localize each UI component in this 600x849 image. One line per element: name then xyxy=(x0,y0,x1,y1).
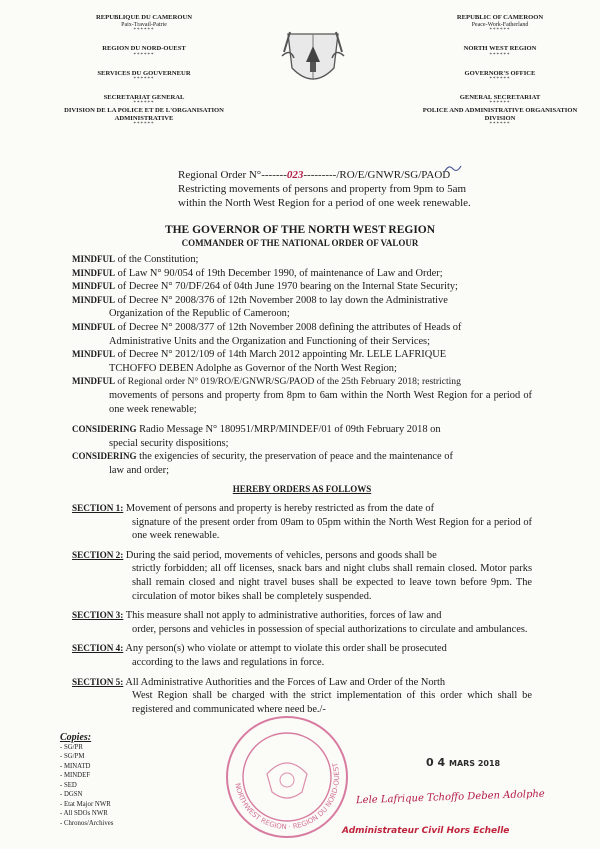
section-label: SECTION 4: xyxy=(72,643,124,654)
mindful-keyword: MINDFUL xyxy=(72,321,115,332)
header-left-line: SECRETARIAT GENERAL xyxy=(103,93,185,101)
header-right-line: NORTH WEST REGION xyxy=(463,45,537,53)
clause-continuation: Administrative Units and the Organization and Functioning of their Services; xyxy=(109,335,430,347)
clause-text: of Decree N° 2008/376 of 12th November 2008 to lay down the Administrative xyxy=(117,294,448,306)
list-item: - SG/PM xyxy=(60,753,85,760)
considering-clause xyxy=(72,423,532,450)
header-stars: ****** xyxy=(489,122,511,128)
order-number: 023 xyxy=(286,169,304,181)
header-left-line: SERVICES DU GOUVERNEUR xyxy=(97,69,191,77)
header-left xyxy=(54,14,234,139)
header-right xyxy=(410,14,590,139)
mindful-keyword: MINDFUL xyxy=(72,254,115,264)
header-right-line: GENERAL SECRETARIAT xyxy=(459,93,541,101)
header-left-line: DIVISION DE LA POLICE ET DE L'ORGANISATION ADMINISTRATIVE xyxy=(64,107,224,122)
mindful-clause xyxy=(72,348,532,375)
coat-of-arms-emblem xyxy=(280,28,346,94)
clause-continuation: Organization of the Republic of Cameroon; xyxy=(109,308,290,320)
clause-text: the exigencies of security, the preservation of peace and the maintenance of xyxy=(139,451,453,463)
clause-text: of Decree N° 70/DF/264 of 04th June 1970 bearing on the Internal State Security; xyxy=(117,281,458,293)
header-stars: ****** xyxy=(133,122,155,128)
header-left-line: REPUBLIQUE DU CAMEROUN xyxy=(96,14,192,21)
header-stars: ****** xyxy=(133,28,155,34)
section-text: During the said period, movements of vehicles, persons and goods shall be xyxy=(125,549,437,561)
mindful-clause xyxy=(72,321,532,348)
list-item: - MINDEF xyxy=(60,772,91,779)
section-text: Movement of persons and property is hereby restricted as from the date of xyxy=(125,503,435,515)
clause-text: of Decree N° 2008/377 of 12th November 2008 defining the attributes of Heads of xyxy=(117,321,462,333)
considering-clause xyxy=(72,450,532,477)
handwritten-signature: Lele Lafrique Tchoffo Deben Adolphe xyxy=(355,788,545,807)
section-continuation: according to the laws and regulations in force. xyxy=(132,657,325,669)
list-item: - SED xyxy=(60,781,77,789)
section-continuation: West Region shall be charged with the strict implementation of this order which shall be registered and communicated where need be./- xyxy=(132,690,532,715)
mindful-clause xyxy=(72,280,532,294)
section-continuation: signature of the present order from 09am to 05pm within the North West Region for a period of one week renewable. xyxy=(132,516,532,542)
header-stars: ****** xyxy=(489,77,511,83)
order-subject-line: within the North West Region for a period of one week renewable. xyxy=(178,197,471,209)
header-stars: ****** xyxy=(133,101,155,107)
date-stamp xyxy=(426,756,500,769)
list-item: - MINATD xyxy=(60,762,91,770)
mindful-keyword: MINDFUL xyxy=(72,267,115,278)
order-suffix: /RO/E/GNWR/SG/PAOD xyxy=(336,169,451,181)
mindful-clause xyxy=(72,294,532,321)
section-4 xyxy=(72,642,532,669)
section-text: Any person(s) who violate or attempt to violate this order shall be prosecuted xyxy=(125,643,447,655)
order-reference xyxy=(178,168,471,210)
clause-text: of Law N° 90/054 of 19th December 1990, of maintenance of Law and Order; xyxy=(117,267,443,279)
header-left-motto: Paix-Travail-Patrie xyxy=(121,21,167,28)
header-right-motto: Peace-Work-Fatherland xyxy=(471,21,529,28)
header-stars: ****** xyxy=(489,101,511,107)
section-label: SECTION 5: xyxy=(72,676,124,687)
official-seal-stamp xyxy=(222,712,352,842)
copies-list xyxy=(60,733,113,828)
section-label: SECTION 1: xyxy=(72,503,124,514)
clause-continuation: law and order; xyxy=(109,464,170,476)
date-day: 0 4 xyxy=(426,756,446,769)
section-3 xyxy=(72,609,532,636)
header-stars: ****** xyxy=(133,77,155,83)
handwritten-mark-icon xyxy=(443,163,465,175)
order-prefix: Regional Order N° xyxy=(178,169,262,181)
date-month-year: MARS 2018 xyxy=(448,759,501,768)
order-subject-line: Restricting movements of persons and property from 9pm to 5am xyxy=(178,183,467,195)
list-item: - SG/PR xyxy=(60,743,83,751)
mindful-clause xyxy=(72,267,532,281)
orders-heading: HEREBY ORDERS AS FOLLOWS xyxy=(232,483,372,494)
section-text: This measure shall not apply to administrative authorities, forces of law and xyxy=(125,610,442,622)
header-right-line: REPUBLIC OF CAMEROON xyxy=(456,14,544,21)
section-1 xyxy=(72,502,532,543)
section-continuation: strictly forbidden; all off licenses, snack bars and night clubs shall remain closed. Motor parks shall remain closed and night travel buses shall be expected to leave town before 9pm. The circulation of motor bikes shall be completely suspended. xyxy=(132,563,532,602)
section-continuation: order, persons and vehicles in possession of special authorizations to circulate and ambulances. xyxy=(132,623,528,635)
mindful-keyword: MINDFUL xyxy=(72,294,115,305)
section-text: All Administrative Authorities and the Forces of Law and Order of the North xyxy=(125,676,446,688)
considering-keyword: CONSIDERING xyxy=(72,424,137,435)
list-item: - Etat Major NWR xyxy=(60,800,111,808)
section-5 xyxy=(72,676,532,717)
mindful-keyword: MINDFUL xyxy=(72,281,115,292)
svg-text:NORTHWEST REGION · REGION DU N: NORTHWEST REGION · REGION DU NORD-OUEST xyxy=(233,761,342,832)
mindful-keyword: MINDFUL xyxy=(72,376,115,387)
section-2 xyxy=(72,549,532,603)
clause-text: Radio Message N° 180951/MRP/MINDEF/01 of 09th February 2018 on xyxy=(139,424,441,436)
copies-title: Copies: xyxy=(60,732,92,743)
header-stars: ****** xyxy=(133,52,155,58)
clause-text: of Regional order N° 019/RO/E/GNWR/SG/PAOD of the 25th February 2018; restricting xyxy=(117,376,461,388)
clause-continuation: special security dispositions; xyxy=(109,437,229,449)
mindful-clause xyxy=(72,253,532,267)
clause-continuation: movements of persons and property from 8pm to 6am within the North West Region for a period of one week renewable; xyxy=(109,389,532,415)
clause-text: of Decree N° 2012/109 of 14th March 2012 appointing Mr. LELE LAFRIQUE xyxy=(117,349,447,361)
list-item: - Chronos/Archives xyxy=(60,819,114,827)
header-right-line: GOVERNOR'S OFFICE xyxy=(464,69,536,77)
list-item: - All SDOs NWR xyxy=(60,810,108,817)
mindful-keyword: MINDFUL xyxy=(72,349,115,360)
section-label: SECTION 2: xyxy=(72,549,124,560)
order-number-line: Regional Order N°-------023---------/RO/E/GNWR/SG/PAOD xyxy=(178,169,451,181)
clause-continuation: TCHOFFO DEBEN Adolphe as Governor of the North West Region; xyxy=(109,362,397,374)
order-body xyxy=(72,253,532,722)
list-item: - DGSN xyxy=(60,791,83,798)
header-right-line: POLICE AND ADMINISTRATIVE ORGANISATION DIVISION xyxy=(422,107,578,122)
clause-text: of the Constitution; xyxy=(117,254,199,265)
header-left-line: REGION DU NORD-OUEST xyxy=(102,45,186,53)
section-label: SECTION 3: xyxy=(72,610,124,621)
governor-subtitle: COMMANDER OF THE NATIONAL ORDER OF VALOUR xyxy=(181,238,419,248)
header-stars: ****** xyxy=(489,52,511,58)
governor-title: THE GOVERNOR OF THE NORTH WEST REGION xyxy=(164,224,436,236)
header-stars: ****** xyxy=(489,28,511,34)
mindful-clause xyxy=(72,375,532,416)
considering-keyword: CONSIDERING xyxy=(72,451,137,462)
signatory-title: Administrateur Civil Hors Echelle xyxy=(342,826,510,836)
